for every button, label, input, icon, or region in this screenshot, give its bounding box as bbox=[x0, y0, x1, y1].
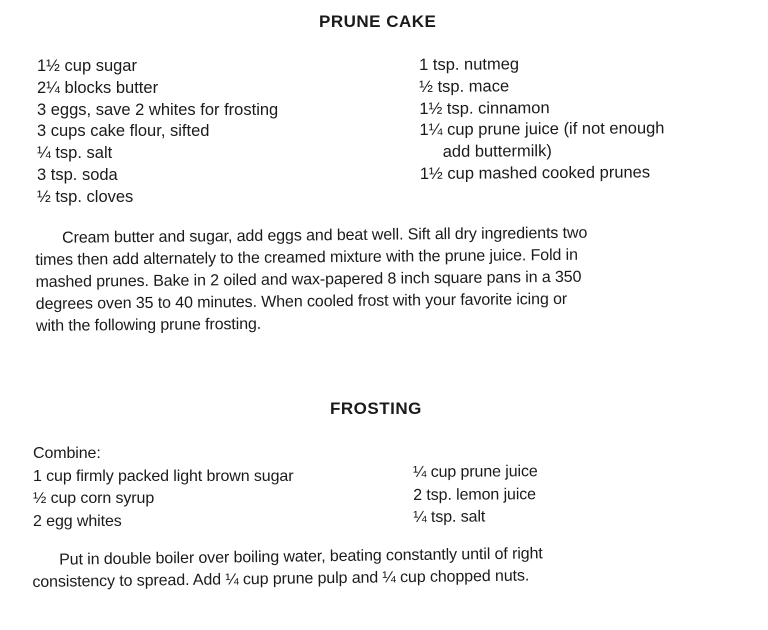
ingredient-item-continuation: add buttermilk) bbox=[442, 142, 552, 162]
method-line: times then add alternately to the creamed mixture with the prune juice. Fold in bbox=[35, 246, 578, 269]
ingredient-item: 3 eggs, save 2 whites for frosting bbox=[37, 100, 279, 119]
ingredient-item: 2¼ blocks butter bbox=[37, 78, 159, 97]
frosting-ingredients-right bbox=[413, 461, 538, 529]
method-line: Put in double boiler over boiling water, beating constantly until of right bbox=[59, 545, 543, 569]
method-line: with the following prune frosting. bbox=[35, 315, 262, 335]
frosting-intro: Combine: bbox=[33, 445, 101, 462]
frosting-ingredients-left bbox=[33, 443, 293, 533]
ingredient-item: 2 egg whites bbox=[33, 512, 122, 530]
ingredient-item: 1½ tsp. cinnamon bbox=[419, 98, 550, 118]
frosting-method-paragraph bbox=[32, 543, 543, 594]
cake-ingredients-right bbox=[419, 53, 665, 185]
ingredient-item: 3 tsp. soda bbox=[37, 165, 118, 184]
ingredient-item: ½ cup corn syrup bbox=[33, 490, 155, 507]
ingredient-item: 1½ cup mashed cooked prunes bbox=[419, 163, 651, 183]
cake-ingredients-left bbox=[37, 56, 278, 209]
method-line: degrees oven 35 to 40 minutes. When cooled frost with your favorite icing or bbox=[35, 290, 568, 313]
ingredient-item: ¼ tsp. salt bbox=[413, 508, 486, 526]
method-line: consistency to spread. Add ¼ cup prune pulp and ¼ cup chopped nuts. bbox=[32, 567, 530, 591]
ingredient-item: ½ tsp. cloves bbox=[37, 187, 134, 206]
ingredient-item: ½ tsp. mace bbox=[419, 77, 510, 96]
ingredient-item: 1¼ cup prune juice (if not enough bbox=[419, 119, 665, 140]
ingredient-item: ¼ cup prune juice bbox=[413, 463, 538, 481]
method-line: Cream butter and sugar, add eggs and beat well. Sift all dry ingredients two bbox=[62, 224, 588, 247]
method-line: mashed prunes. Bake in 2 oiled and wax-papered 8 inch square pans in a 350 bbox=[35, 268, 582, 291]
recipe-title: PRUNE CAKE bbox=[319, 12, 437, 31]
ingredient-item: ¼ tsp. salt bbox=[37, 144, 113, 163]
ingredient-item: 1 cup firmly packed light brown sugar bbox=[33, 467, 294, 485]
cake-method-paragraph bbox=[35, 223, 588, 338]
ingredient-item: 3 cups cake flour, sifted bbox=[37, 122, 210, 141]
ingredient-item: 2 tsp. lemon juice bbox=[413, 485, 537, 504]
frosting-title: FROSTING bbox=[330, 399, 422, 418]
ingredient-item: 1 tsp. nutmeg bbox=[419, 55, 520, 74]
ingredient-item: 1½ cup sugar bbox=[37, 57, 137, 75]
